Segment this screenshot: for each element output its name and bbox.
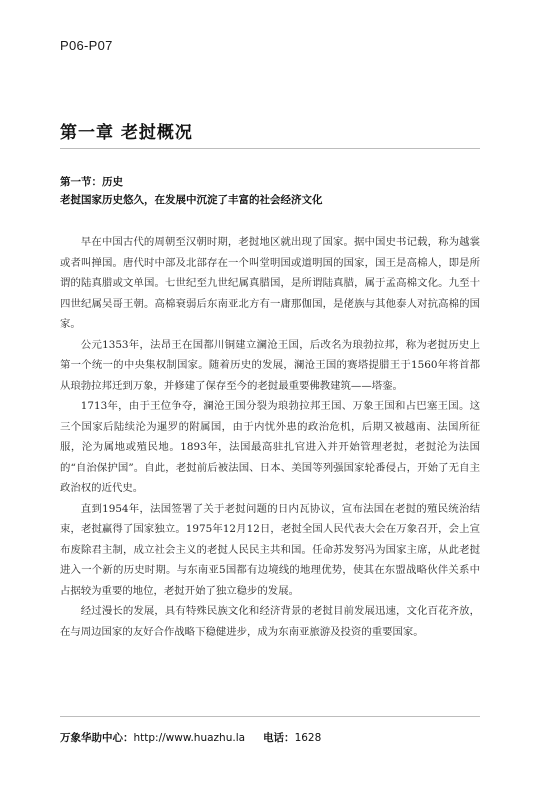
footer-phone-label: 电话： (263, 732, 295, 744)
paragraph: 早在中国古代的周朝至汉朝时期，老挝地区就出现了国家。据中国史书记载，称为越裳或者叫掸国。唐代时中部及北部存在一个叫堂明国或道明国的国家，国王是高棉人，即是所谓的陆真腊或文单国。七世纪至九世纪属真腊国，是所谓陆真腊，属于孟高棉文化。九至十四世纪属吴哥王朝。高棉衰弱后东南亚北方有一庸那伽国，是佬族与其他泰人对抗高棉的国家。 (60, 236, 480, 330)
chapter-title: 第一章 老挝概况 (60, 123, 193, 143)
footer-url-link[interactable]: http://www.huazhu.la (133, 732, 246, 744)
body-text (60, 232, 480, 642)
paragraph: 直到1954年，法国签署了关于老挝问题的日内瓦协议，宣布法国在老挝的殖民统治结束，老挝赢得了国家独立。1975年12月12日，老挝全国人民代表大会在万象召开，会上宣布废除君主制，成立社会主义的老挝人民民主共和国。任命苏发努冯为国家主席，从此老挝进入一个新的历史时期。与东南亚5国都有边境线的地理优势，使其在东盟战略伙伴关系中占据较为重要的地位，老挝开始了独立稳步的发展。 (60, 502, 480, 597)
paragraph: 1713年，由于王位争夺，澜沧王国分裂为琅勃拉邦王国、万象王国和占巴塞王国。这三个国家后陆续沦为暹罗的附属国，由于内忧外患的政治危机，后期又被越南、法国所征服，沦为属地或殖民地。1893年，法国最高驻扎官进入并开始管理老挝，老挝沦为法国的“自治保护国”。自此，老挝前后被法国、日本、美国等列强国家轮番侵占，开始了无自主政治权的近代史。 (60, 400, 480, 494)
footer-divider (60, 716, 480, 717)
paragraph: 公元1353年，法昂王在国都川铜建立澜沧王国，后改名为琅勃拉邦，称为老挝历史上第一个统一的中央集权制国家。随着历史的发展，澜沧王国的赛塔提腊王于1560年将首都从琅勃拉邦迁到万象，并修建了保存至今的老挝最重要佛教建筑——塔銮。 (60, 338, 480, 392)
section-subtitle: 老挝国家历史悠久，在发展中沉淀了丰富的社会经济文化 (60, 194, 323, 206)
paragraph: 经过漫长的发展，具有特殊民族文化和经济背景的老挝目前发展迅速，文化百花齐放，在与周边国家的友好合作战略下稳健进步，成为东南亚旅游及投资的重要国家。 (60, 605, 480, 638)
footer (60, 730, 321, 745)
section-heading: 第一节：历史 (60, 176, 123, 188)
footer-center-label: 万象华助中心： (60, 732, 134, 744)
page-code: P06-P07 (60, 38, 113, 53)
footer-phone: 1628 (294, 732, 322, 744)
title-divider (60, 148, 480, 149)
